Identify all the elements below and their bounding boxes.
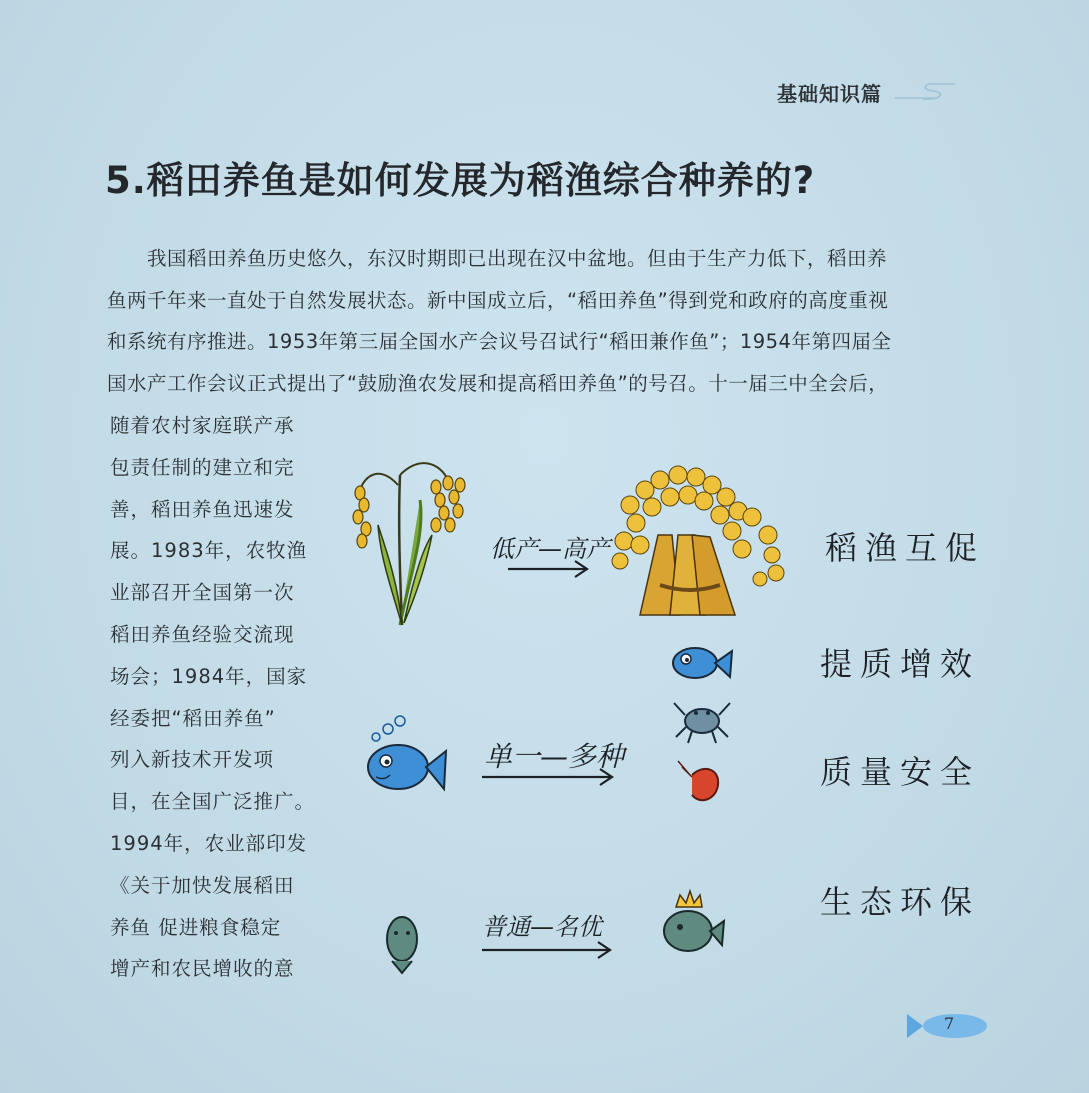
benefit-ecology: 生态环保 [820,883,981,921]
column-line: 随着农村家庭联产承 [110,414,295,437]
crab-icon [674,703,730,743]
column-line: 展。1983年，农牧渔 [110,539,308,563]
arrow-label-quality: 普通—名优 [482,913,602,941]
body-column-text [110,405,322,990]
arrow-label-yield: 低产—高产 [490,535,610,563]
body-paragraph [107,238,982,404]
column-line: 养鱼 促进粮食稳定 [110,915,282,939]
bubbles-icon [372,716,405,741]
benefit-safety: 质量安全 [820,753,981,791]
column-line: 场会；1984年，国家 [110,664,308,688]
column-line: 增产和农民增收的意 [110,957,295,981]
column-line: 稻田养鱼经验交流现 [110,622,295,646]
column-line: 业部召开全国第一次 [110,581,295,605]
rice-plant-icon [353,463,465,625]
rice-bundle-icon [612,466,784,615]
paragraph-line: 我国稻田养鱼历史悠久，东汉时期即已出现在汉中盆地。但由于生产力低下，稻田养 [147,247,888,270]
paragraph-line: 和系统有序推进。1953年第三届全国水产会议号召试行“稻田兼作鱼”；1954年第四届全 [107,330,892,353]
paragraph-line: 鱼两千年来一直处于自然发展状态。新中国成立后，“稻田养鱼”得到党和政府的高度重视 [107,288,889,312]
page-title: 5.稻田养鱼是如何发展为稻渔综合种养的? [105,159,816,202]
column-line: 善，稻田养鱼迅速发 [110,497,295,521]
page-number: 7 [944,1014,955,1033]
shrimp-icon [678,761,718,800]
column-line: 包责任制的建立和完 [110,455,295,479]
arrow-label-variety: 单一—多种 [484,740,625,773]
plain-fish-icon [387,917,417,973]
running-header: 基础知识篇 [777,82,882,106]
benefit-rice-fish: 稻渔互促 [825,529,986,567]
column-line: 列入新技术开发项 [110,748,275,772]
crowned-fish-icon [664,891,724,951]
column-line: 1994年，农业部印发 [110,831,308,855]
benefit-efficiency: 提质增效 [820,645,981,683]
header-decoration-icon [893,80,957,102]
column-line: 《关于加快发展稻田 [110,873,295,897]
big-blue-fish-icon [368,745,446,789]
illustration [340,445,1020,985]
column-line: 经委把“稻田养鱼” [110,706,276,730]
paragraph-line: 国水产工作会议正式提出了“鼓励渔农发展和提高稻田养鱼”的号召。十一届三中全会后， [107,371,889,395]
blue-fish-icon [673,648,732,678]
column-line: 目，在全国广泛推广。 [110,790,316,814]
